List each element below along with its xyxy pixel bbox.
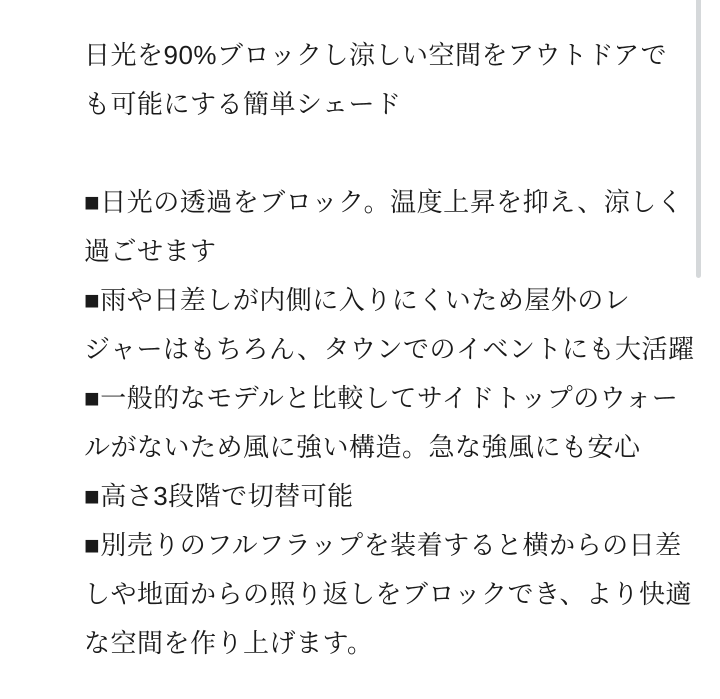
description-line: 日光を90%ブロックし涼しい空間をアウトドアで xyxy=(84,40,668,70)
feature-line: ■雨や日差しが内側に入りにくいため屋外のレ xyxy=(84,285,631,315)
feature-line: ジャーはもちろん、タウンでのイベントにも大活躍 xyxy=(84,334,695,364)
feature-line: 過ごせます xyxy=(84,236,217,266)
feature-line: ■別売りのフルフラップを装着すると横からの日差 xyxy=(84,530,682,560)
product-description xyxy=(84,31,695,668)
feature-line: ■高さ3段階で切替可能 xyxy=(84,481,354,511)
description-features xyxy=(84,178,695,668)
feature-line: ■一般的なモデルと比較してサイドトップのウォー xyxy=(84,383,679,413)
description-intro xyxy=(84,31,676,129)
feature-line: な空間を作り上げます。 xyxy=(84,628,374,658)
feature-line: ■日光の透過をブロック。温度上昇を抑え、涼しく xyxy=(84,187,684,217)
scrollbar-thumb[interactable] xyxy=(696,0,701,278)
feature-line: ルがないため風に強い構造。急な強風にも安心 xyxy=(84,432,641,462)
description-line: も可能にする簡単シェード xyxy=(84,89,402,119)
feature-line: しや地面からの照り返しをブロックでき、より快適 xyxy=(84,579,692,609)
